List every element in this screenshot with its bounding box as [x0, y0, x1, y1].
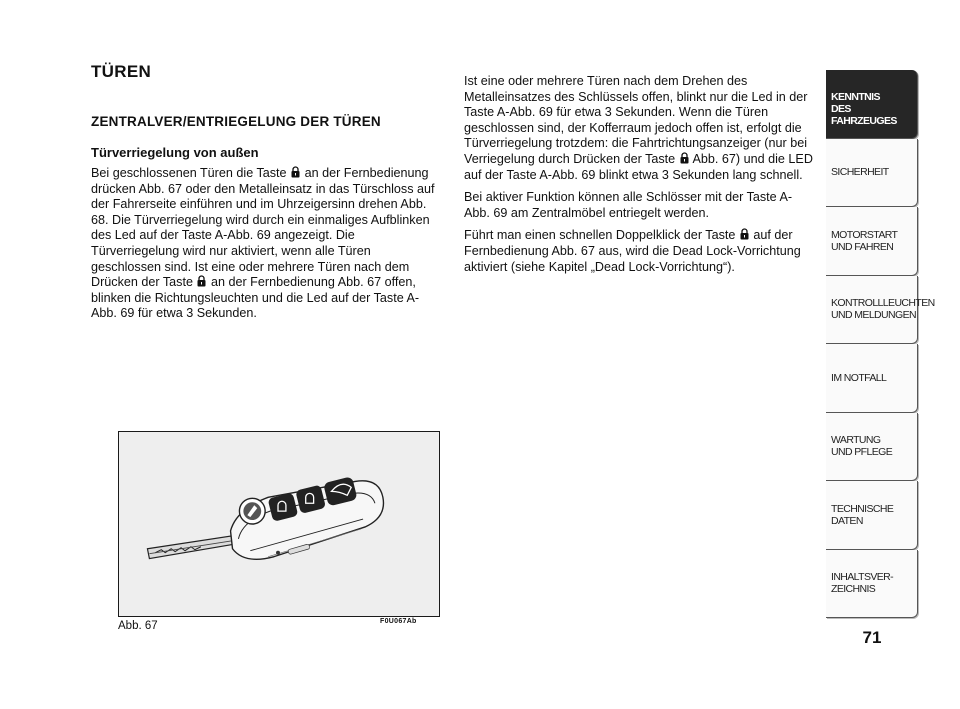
lock-icon	[680, 152, 689, 164]
brand-logo-emblem	[239, 498, 265, 524]
paragraph-right-1: Ist eine oder mehrere Türen nach dem Drehen des Metalleinsatzes des Schlüssels offen, blinkt nur die Led in der Taste A-Abb. 69 für etwa 3 Sekunden. Wenn die Türen geschlossen sind, der Kofferraum jedoch offen ist, erfolgt die Türverriegelung trotzdem: die Fahrtrichtungsanzeiger (nur bei Verriegelung durch Drücken der Taste Abb. 67) und die LED auf der Taste A-Abb. 69 blinkt etwa 3 Sekunden lang schnell.	[464, 74, 813, 182]
tab-label: MOTORSTART UND FAHREN	[831, 228, 898, 253]
tab-inhaltsverzeichnis[interactable]	[826, 550, 918, 619]
figure-code: F0U067Ab	[380, 618, 417, 625]
subsection-heading: Türverriegelung von außen	[91, 145, 259, 160]
section-subtitle: ZENTRALVER/ENTRIEGELUNG DER TÜREN	[91, 114, 381, 129]
tab-label: TECHNISCHE DATEN	[831, 502, 894, 527]
tab-kontrollleuchten-und-meldungen[interactable]	[826, 276, 935, 345]
section-title: TÜREN	[91, 62, 152, 81]
tab-technische-daten[interactable]	[826, 481, 918, 550]
paragraph-left-1: Bei geschlossenen Türen die Taste an der Fernbedienung drücken Abb. 67 oder den Metalleinsatz in das Türschloss auf der Fahrerseite einführen und im Uhrzeigersinn drehen Abb. 68. Die Türverriegelung wird durch ein einmaliges Aufblinken des Led auf der Taste A-Abb. 69 angezeigt. Die Türverriegelung wird nur aktiviert, wenn alle Türen geschlossen sind. Ist eine oder mehrere Türen nach dem Drücken der Taste an der Fernbedienung Abb. 67 offen, blinken die Richtungsleuchten und die Led auf der Taste A-Abb. 69 für etwa 3 Sekunden.	[91, 166, 435, 321]
tab-im-notfall[interactable]	[826, 344, 918, 413]
tab-label: KENNTNIS DES FAHRZEUGES	[831, 91, 897, 127]
tab-motorstart-und-fahren[interactable]	[826, 207, 918, 276]
tab-label: SICHERHEIT	[831, 166, 889, 179]
right-column	[464, 74, 816, 282]
lock-icon	[197, 275, 206, 287]
chapter-tabs	[826, 70, 935, 618]
figure-key-fob	[118, 431, 440, 617]
car-key-fob-illustration	[119, 432, 439, 616]
left-column	[91, 62, 441, 329]
tab-sicherheit[interactable]	[826, 139, 918, 208]
lock-icon	[740, 228, 749, 240]
tab-kenntnis-des-fahrzeuges[interactable]	[826, 70, 918, 139]
lock-icon	[291, 166, 300, 178]
paragraph-right-2: Bei aktiver Funktion können alle Schlösser mit der Taste A-Abb. 69 am Zentralmöbel entriegelt werden.	[464, 190, 793, 220]
figure-caption: Abb. 67	[118, 620, 158, 632]
tab-wartung-und-pflege[interactable]	[826, 413, 918, 482]
tab-label: KONTROLLLEUCHTEN UND MELDUNGEN	[831, 297, 935, 322]
tab-label: WARTUNG UND PFLEGE	[831, 434, 893, 459]
tab-label: INHALTSVER- ZEICHNIS	[831, 571, 894, 596]
tab-label: IM NOTFALL	[831, 371, 887, 384]
page-number: 71	[862, 628, 882, 647]
paragraph-right-3: Führt man einen schnellen Doppelklick der Taste auf der Fernbedienung Abb. 67 aus, wird die Dead Lock-Vorrichtung aktiviert (siehe Kapitel „Dead Lock-Vorrichtung“).	[464, 228, 801, 274]
